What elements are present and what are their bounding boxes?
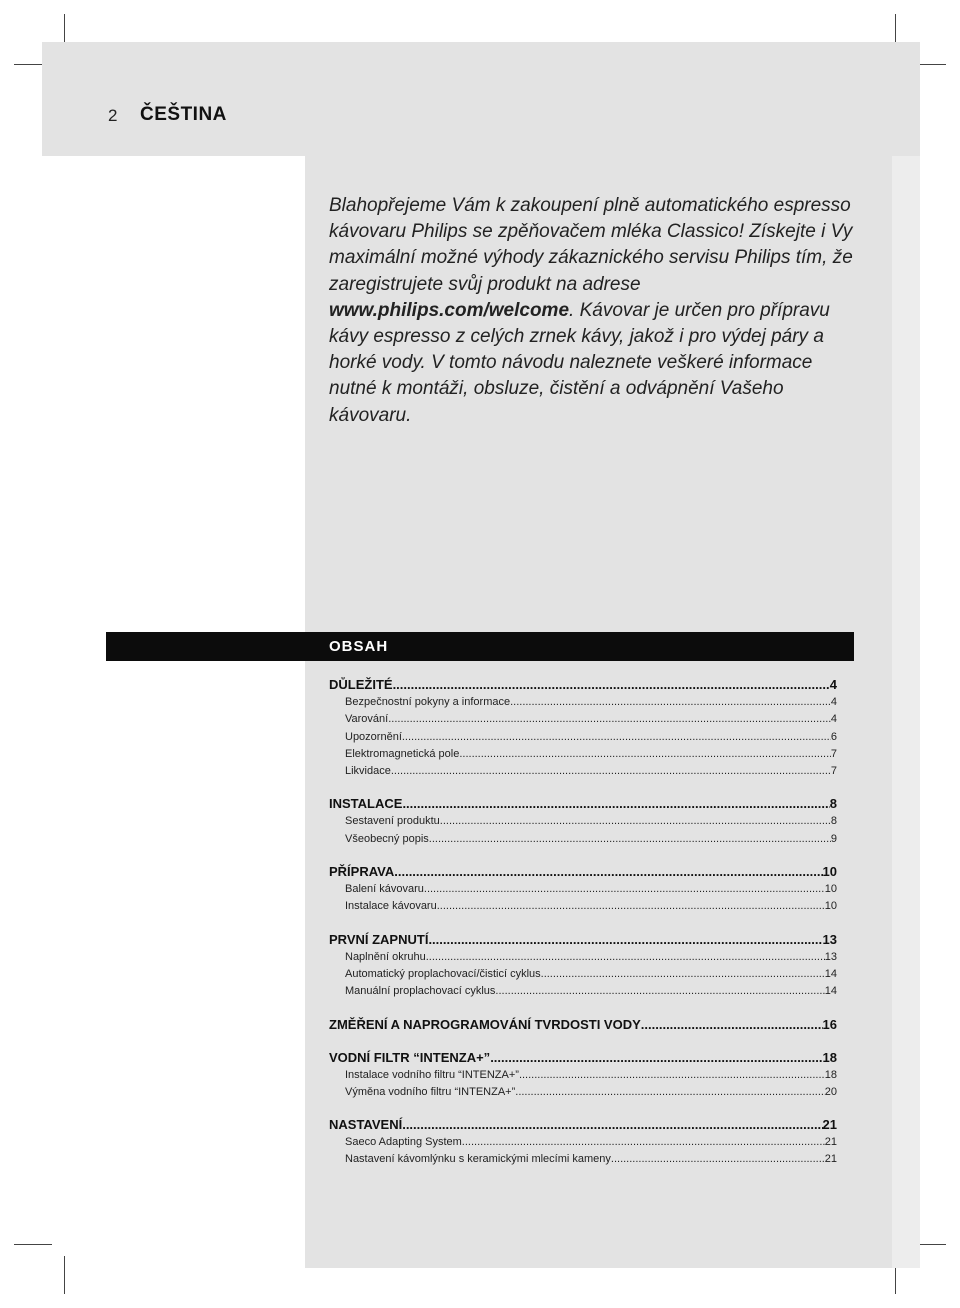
toc-leader-dots [391, 765, 831, 777]
toc-section-page: 13 [822, 931, 837, 947]
toc-item-page: 4 [830, 696, 837, 708]
toc-leader-dots [426, 951, 825, 963]
toc-section-page: 8 [829, 796, 837, 812]
crop-mark [64, 1256, 65, 1294]
toc-section-page: 16 [822, 1016, 837, 1032]
welcome-link[interactable]: www.philips.com/welcome [329, 299, 570, 321]
toc-item-entry[interactable] [329, 1153, 837, 1170]
toc-leader-dots [402, 731, 831, 743]
toc-item-page: 7 [830, 765, 837, 778]
toc-leader-dots [440, 815, 831, 827]
toc-item-label: Všeobecný popis [345, 832, 429, 845]
toc-leader-dots [519, 1069, 825, 1081]
toc-item-label: Balení kávovaru [345, 883, 424, 896]
toc-leader-dots [429, 833, 831, 845]
toc-section-entry[interactable] [329, 864, 837, 883]
toc-item-page: 8 [830, 815, 837, 828]
toc-section [329, 1017, 837, 1036]
toc-leader-dots [388, 713, 831, 725]
toc-item-label: Automatický proplachovací/čisticí cyklus [345, 967, 541, 980]
toc-section-label: PRVNÍ ZAPNUTÍ [329, 931, 429, 947]
toc-item-entry[interactable] [329, 951, 837, 968]
toc-item-page: 13 [824, 950, 837, 963]
toc-item-page: 7 [830, 747, 837, 760]
toc-item-label: Likvidace [345, 765, 391, 778]
toc-item-page: 10 [824, 900, 837, 913]
toc-leader-dots [459, 748, 831, 760]
edge-strip [892, 156, 920, 1268]
toc-section [329, 864, 837, 918]
toc-section-label: NASTAVENÍ [329, 1117, 403, 1133]
toc-item-label: Upozornění [345, 730, 402, 743]
toc-header [106, 632, 854, 661]
toc-leader-dots [424, 883, 825, 895]
toc-item-entry[interactable] [329, 748, 837, 765]
header-band [42, 42, 920, 156]
toc-item-entry[interactable] [329, 713, 837, 730]
table-of-contents [329, 677, 837, 1185]
toc-item-label: Nastavení kávomlýnku s keramickými mlecími kameny [345, 1153, 611, 1166]
crop-mark [14, 1244, 52, 1245]
toc-leader-dots [428, 932, 822, 947]
toc-item-entry[interactable] [329, 1069, 837, 1086]
toc-item-entry[interactable] [329, 985, 837, 1002]
toc-section-label: INSTALACE [329, 796, 403, 812]
toc-section [329, 677, 837, 782]
toc-item-label: Saeco Adapting System [345, 1136, 462, 1149]
toc-item-label: Výměna vodního filtru “INTENZA+” [345, 1085, 516, 1098]
toc-title: OBSAH [329, 638, 389, 655]
toc-item-page: 20 [824, 1085, 837, 1098]
toc-item-page: 18 [824, 1068, 837, 1081]
toc-leader-dots [490, 1050, 822, 1065]
toc-item-entry[interactable] [329, 968, 837, 985]
toc-item-page: 10 [824, 883, 837, 896]
toc-item-entry[interactable] [329, 900, 837, 917]
toc-item-entry[interactable] [329, 815, 837, 832]
toc-item-entry[interactable] [329, 731, 837, 748]
toc-leader-dots [402, 796, 829, 811]
toc-section-page: 18 [822, 1049, 837, 1065]
toc-item-page: 14 [824, 985, 837, 998]
toc-item-entry[interactable] [329, 833, 837, 850]
toc-section-entry[interactable] [329, 1117, 837, 1136]
toc-section-entry[interactable] [329, 932, 837, 951]
toc-leader-dots [402, 1117, 822, 1132]
toc-item-label: Sestavení produktu [345, 815, 440, 828]
toc-section-page: 4 [829, 677, 837, 692]
toc-leader-dots [611, 1153, 825, 1165]
toc-leader-dots [495, 985, 824, 997]
toc-section-entry[interactable] [329, 1050, 837, 1069]
toc-section-page: 10 [822, 864, 837, 880]
toc-section [329, 1117, 837, 1171]
intro-text-after: . Kávovar je určen pro přípravu kávy espresso z celých zrnek kávy, jakož i pro výdej páry a horké vody. V tomto návodu naleznete veškeré informace nutné k montáži, obsluze, čistění a odvápnění Vašeho kávovaru. [329, 299, 830, 426]
toc-section-page: 21 [822, 1117, 837, 1133]
toc-item-entry[interactable] [329, 1136, 837, 1153]
toc-leader-dots [510, 696, 831, 708]
toc-item-page: 21 [824, 1153, 837, 1166]
toc-section-label: DŮLEŽITÉ [329, 677, 393, 692]
toc-item-label: Bezpečnostní pokyny a informace [345, 696, 511, 708]
toc-item-label: Naplnění okruhu [345, 950, 426, 963]
toc-item-page: 6 [830, 730, 837, 743]
toc-leader-dots [641, 1017, 823, 1032]
toc-section-entry[interactable] [329, 677, 837, 696]
toc-item-entry[interactable] [329, 696, 837, 713]
toc-item-page: 4 [830, 713, 837, 726]
toc-item-label: Varování [345, 713, 389, 726]
toc-item-entry[interactable] [329, 883, 837, 900]
page-number: 2 [108, 106, 118, 125]
toc-leader-dots [437, 900, 825, 912]
toc-item-entry[interactable] [329, 765, 837, 782]
toc-leader-dots [541, 968, 825, 980]
toc-leader-dots [515, 1086, 824, 1098]
toc-section-label: PŘÍPRAVA [329, 864, 395, 880]
toc-section-entry[interactable] [329, 1017, 837, 1036]
toc-item-page: 9 [830, 832, 837, 845]
toc-section-entry[interactable] [329, 796, 837, 815]
toc-item-label: Manuální proplachovací cyklus [345, 985, 496, 998]
toc-leader-dots [394, 864, 822, 879]
toc-item-label: Instalace kávovaru [345, 900, 437, 913]
toc-item-page: 14 [824, 967, 837, 980]
toc-section [329, 932, 837, 1003]
intro-text [329, 193, 857, 429]
toc-item-label: Elektromagnetická pole [345, 747, 460, 760]
toc-item-page: 21 [824, 1136, 837, 1149]
intro-text-before: Blahopřejeme Vám k zakoupení plně automatického espresso kávovaru Philips se zpěňovačem mléka Classico! Získejte i Vy maximální možné výhody zákaznického servisu Philips tím, že zaregistrujete svůj produkt na adrese [329, 195, 853, 295]
toc-leader-dots [462, 1136, 825, 1148]
toc-section [329, 1050, 837, 1104]
toc-item-label: Instalace vodního filtru “INTENZA+” [345, 1068, 519, 1081]
toc-section-label: ZMĚŘENÍ A NAPROGRAMOVÁNÍ TVRDOSTI VODY [329, 1016, 641, 1032]
toc-section-label: VODNÍ FILTR “INTENZA+” [329, 1049, 491, 1065]
section-title: ČEŠTINA [140, 104, 227, 125]
toc-leader-dots [393, 677, 830, 692]
toc-item-entry[interactable] [329, 1086, 837, 1103]
toc-section [329, 796, 837, 850]
